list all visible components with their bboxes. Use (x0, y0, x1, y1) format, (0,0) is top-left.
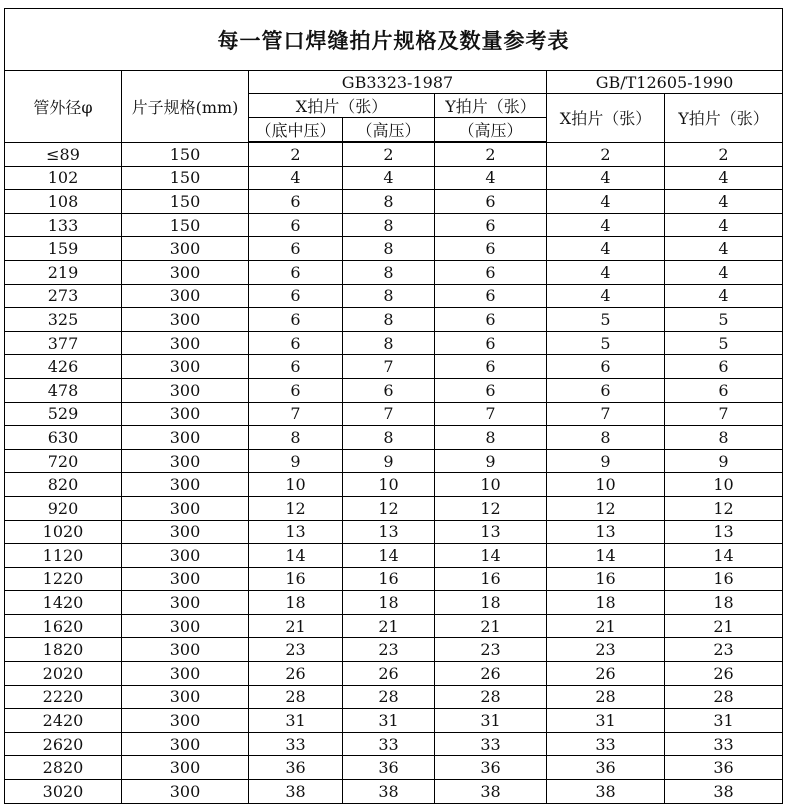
cell-gbt-x: 26 (547, 662, 665, 686)
cell-film-spec: 150 (122, 166, 249, 190)
cell-film-spec: 300 (122, 732, 249, 756)
table-row (5, 473, 783, 497)
cell-gbt-y: 33 (665, 732, 783, 756)
cell-film-spec: 300 (122, 308, 249, 332)
table-row (5, 614, 783, 638)
cell-gb-y-high: 16 (435, 567, 547, 591)
table-row (5, 142, 783, 166)
cell-gb-x-high: 36 (343, 756, 435, 780)
cell-gbt-y: 6 (665, 378, 783, 402)
cell-gb-x-low-mid: 6 (249, 355, 343, 379)
cell-gb-y-high: 6 (435, 308, 547, 332)
cell-gbt-y: 26 (665, 662, 783, 686)
cell-gb-x-low-mid: 4 (249, 166, 343, 190)
header-gb-x-high: （高压） (343, 118, 435, 143)
header-film-spec: 片子规格(mm) (122, 71, 249, 143)
header-gbt-y: Y拍片（张） (665, 94, 783, 143)
cell-diameter: 1420 (5, 591, 122, 615)
cell-gbt-x: 36 (547, 756, 665, 780)
cell-gb-x-high: 8 (343, 190, 435, 214)
cell-gbt-x: 9 (547, 449, 665, 473)
cell-gbt-y: 4 (665, 166, 783, 190)
cell-gb-x-high: 16 (343, 567, 435, 591)
cell-gbt-x: 6 (547, 378, 665, 402)
cell-film-spec: 300 (122, 780, 249, 804)
header-gb-y-high: （高压） (435, 118, 547, 143)
cell-film-spec: 300 (122, 567, 249, 591)
cell-gb-y-high: 6 (435, 284, 547, 308)
cell-diameter: 2020 (5, 662, 122, 686)
cell-diameter: 159 (5, 237, 122, 261)
cell-gb-y-high: 8 (435, 426, 547, 450)
cell-gb-x-high: 6 (343, 378, 435, 402)
cell-film-spec: 300 (122, 426, 249, 450)
cell-gbt-y: 12 (665, 496, 783, 520)
cell-gbt-x: 8 (547, 426, 665, 450)
cell-film-spec: 300 (122, 662, 249, 686)
cell-gb-y-high: 6 (435, 237, 547, 261)
cell-diameter: 920 (5, 496, 122, 520)
cell-gb-x-low-mid: 9 (249, 449, 343, 473)
cell-gb-x-high: 26 (343, 662, 435, 686)
cell-film-spec: 300 (122, 402, 249, 426)
table-row (5, 520, 783, 544)
table-row (5, 355, 783, 379)
cell-gb-x-low-mid: 31 (249, 709, 343, 733)
cell-gb-y-high: 6 (435, 213, 547, 237)
cell-gbt-y: 16 (665, 567, 783, 591)
cell-gb-y-high: 38 (435, 780, 547, 804)
table-row (5, 567, 783, 591)
table-row (5, 685, 783, 709)
cell-film-spec: 300 (122, 591, 249, 615)
cell-gbt-x: 38 (547, 780, 665, 804)
cell-film-spec: 300 (122, 709, 249, 733)
cell-gbt-y: 6 (665, 355, 783, 379)
cell-diameter: 1020 (5, 520, 122, 544)
cell-gb-y-high: 12 (435, 496, 547, 520)
cell-diameter: 478 (5, 378, 122, 402)
cell-gb-x-high: 8 (343, 426, 435, 450)
cell-film-spec: 300 (122, 473, 249, 497)
table-row (5, 496, 783, 520)
cell-film-spec: 300 (122, 496, 249, 520)
cell-gb-x-high: 21 (343, 614, 435, 638)
cell-gbt-y: 21 (665, 614, 783, 638)
table-row (5, 732, 783, 756)
cell-gb-y-high: 2 (435, 142, 547, 166)
cell-gb-y-high: 18 (435, 591, 547, 615)
header-diameter: 管外径φ (5, 71, 122, 143)
cell-diameter: 2420 (5, 709, 122, 733)
cell-gbt-x: 10 (547, 473, 665, 497)
cell-film-spec: 300 (122, 614, 249, 638)
cell-gb-x-high: 12 (343, 496, 435, 520)
cell-gb-y-high: 10 (435, 473, 547, 497)
cell-gbt-x: 5 (547, 331, 665, 355)
cell-gb-x-low-mid: 36 (249, 756, 343, 780)
cell-gb-x-low-mid: 6 (249, 378, 343, 402)
table-row (5, 237, 783, 261)
spreadsheet (4, 8, 782, 804)
table-row (5, 544, 783, 568)
cell-diameter: 325 (5, 308, 122, 332)
cell-gbt-x: 4 (547, 237, 665, 261)
cell-diameter: 102 (5, 166, 122, 190)
table-row (5, 331, 783, 355)
cell-gb-y-high: 6 (435, 331, 547, 355)
cell-gb-x-low-mid: 6 (249, 331, 343, 355)
cell-gbt-y: 13 (665, 520, 783, 544)
cell-diameter: 2820 (5, 756, 122, 780)
cell-gbt-x: 21 (547, 614, 665, 638)
cell-gbt-x: 18 (547, 591, 665, 615)
table-row (5, 591, 783, 615)
table-row (5, 213, 783, 237)
cell-gbt-y: 36 (665, 756, 783, 780)
cell-gb-x-low-mid: 16 (249, 567, 343, 591)
table-row (5, 449, 783, 473)
table-title: 每一管口焊缝拍片规格及数量参考表 (5, 9, 783, 71)
cell-film-spec: 300 (122, 520, 249, 544)
header-gb-standard: GB3323-1987 (249, 71, 547, 94)
cell-gbt-y: 2 (665, 142, 783, 166)
cell-gbt-x: 4 (547, 166, 665, 190)
cell-gbt-y: 8 (665, 426, 783, 450)
cell-gbt-y: 5 (665, 308, 783, 332)
cell-gbt-x: 13 (547, 520, 665, 544)
cell-film-spec: 300 (122, 638, 249, 662)
table-row (5, 638, 783, 662)
cell-gb-x-low-mid: 21 (249, 614, 343, 638)
cell-gbt-y: 10 (665, 473, 783, 497)
cell-film-spec: 300 (122, 260, 249, 284)
cell-film-spec: 300 (122, 756, 249, 780)
cell-diameter: 273 (5, 284, 122, 308)
cell-gb-x-high: 7 (343, 355, 435, 379)
cell-gbt-y: 14 (665, 544, 783, 568)
cell-gb-x-low-mid: 6 (249, 308, 343, 332)
cell-gb-x-high: 33 (343, 732, 435, 756)
film-spec-table (4, 8, 783, 804)
header-gb-x: X拍片（张） (249, 94, 435, 118)
cell-gb-x-high: 9 (343, 449, 435, 473)
cell-gbt-x: 28 (547, 685, 665, 709)
cell-gb-x-low-mid: 26 (249, 662, 343, 686)
cell-diameter: 1120 (5, 544, 122, 568)
cell-diameter: 426 (5, 355, 122, 379)
cell-gb-x-high: 28 (343, 685, 435, 709)
header-gb-y: Y拍片（张） (435, 94, 547, 118)
cell-gb-x-low-mid: 6 (249, 284, 343, 308)
cell-diameter: 1220 (5, 567, 122, 591)
cell-gb-x-low-mid: 2 (249, 142, 343, 166)
cell-diameter: 377 (5, 331, 122, 355)
cell-gbt-y: 4 (665, 190, 783, 214)
cell-gbt-y: 18 (665, 591, 783, 615)
header-gbt-x: X拍片（张） (547, 94, 665, 143)
cell-gb-y-high: 4 (435, 166, 547, 190)
cell-gb-x-high: 18 (343, 591, 435, 615)
cell-gbt-y: 38 (665, 780, 783, 804)
cell-gb-x-low-mid: 38 (249, 780, 343, 804)
cell-gb-y-high: 13 (435, 520, 547, 544)
cell-gb-x-low-mid: 6 (249, 190, 343, 214)
cell-diameter: 108 (5, 190, 122, 214)
cell-diameter: 630 (5, 426, 122, 450)
table-row (5, 426, 783, 450)
cell-gb-x-high: 2 (343, 142, 435, 166)
cell-gb-x-high: 8 (343, 237, 435, 261)
cell-gbt-y: 5 (665, 331, 783, 355)
cell-gb-x-high: 14 (343, 544, 435, 568)
cell-gb-x-low-mid: 6 (249, 213, 343, 237)
table-row (5, 166, 783, 190)
table-row (5, 284, 783, 308)
table-row (5, 190, 783, 214)
cell-diameter: 133 (5, 213, 122, 237)
cell-film-spec: 300 (122, 331, 249, 355)
cell-gb-x-low-mid: 18 (249, 591, 343, 615)
cell-gbt-x: 7 (547, 402, 665, 426)
cell-gb-y-high: 6 (435, 355, 547, 379)
cell-film-spec: 300 (122, 449, 249, 473)
cell-film-spec: 300 (122, 685, 249, 709)
cell-diameter: 2220 (5, 685, 122, 709)
cell-gbt-y: 4 (665, 260, 783, 284)
cell-gbt-x: 4 (547, 190, 665, 214)
cell-gb-x-high: 8 (343, 284, 435, 308)
header-gb-x-low-mid: （底中压） (249, 118, 343, 143)
cell-diameter: 3020 (5, 780, 122, 804)
cell-gbt-x: 6 (547, 355, 665, 379)
cell-gb-x-high: 4 (343, 166, 435, 190)
cell-gbt-x: 12 (547, 496, 665, 520)
cell-gb-y-high: 6 (435, 260, 547, 284)
cell-gb-x-low-mid: 13 (249, 520, 343, 544)
cell-gb-x-low-mid: 12 (249, 496, 343, 520)
cell-gb-x-high: 13 (343, 520, 435, 544)
cell-gb-x-high: 10 (343, 473, 435, 497)
cell-gb-x-low-mid: 6 (249, 260, 343, 284)
table-row (5, 308, 783, 332)
cell-gbt-x: 4 (547, 284, 665, 308)
cell-gb-x-low-mid: 10 (249, 473, 343, 497)
cell-diameter: 1620 (5, 614, 122, 638)
cell-gb-y-high: 9 (435, 449, 547, 473)
cell-film-spec: 150 (122, 190, 249, 214)
table-row (5, 378, 783, 402)
cell-gb-y-high: 36 (435, 756, 547, 780)
cell-gb-y-high: 6 (435, 378, 547, 402)
cell-film-spec: 300 (122, 237, 249, 261)
cell-gb-y-high: 14 (435, 544, 547, 568)
cell-gbt-y: 28 (665, 685, 783, 709)
cell-diameter: 2620 (5, 732, 122, 756)
table-row (5, 780, 783, 804)
cell-gbt-y: 23 (665, 638, 783, 662)
table-row (5, 662, 783, 686)
cell-gb-y-high: 7 (435, 402, 547, 426)
cell-gb-x-high: 8 (343, 260, 435, 284)
cell-gb-y-high: 31 (435, 709, 547, 733)
cell-gbt-y: 4 (665, 213, 783, 237)
cell-gb-x-high: 8 (343, 213, 435, 237)
cell-gb-x-high: 31 (343, 709, 435, 733)
cell-gb-x-high: 8 (343, 308, 435, 332)
table-row (5, 756, 783, 780)
cell-gb-y-high: 26 (435, 662, 547, 686)
cell-gb-x-low-mid: 28 (249, 685, 343, 709)
cell-gbt-x: 5 (547, 308, 665, 332)
cell-gb-x-low-mid: 6 (249, 237, 343, 261)
cell-gb-y-high: 21 (435, 614, 547, 638)
cell-film-spec: 300 (122, 544, 249, 568)
cell-gbt-x: 4 (547, 260, 665, 284)
cell-film-spec: 150 (122, 213, 249, 237)
cell-diameter: ≤89 (5, 142, 122, 166)
cell-gb-x-high: 7 (343, 402, 435, 426)
cell-gb-x-low-mid: 7 (249, 402, 343, 426)
cell-diameter: 1820 (5, 638, 122, 662)
cell-gbt-x: 4 (547, 213, 665, 237)
cell-gb-x-low-mid: 14 (249, 544, 343, 568)
cell-gb-x-high: 23 (343, 638, 435, 662)
cell-gbt-y: 4 (665, 284, 783, 308)
cell-gbt-y: 4 (665, 237, 783, 261)
header-gbt-standard: GB/T12605-1990 (547, 71, 783, 94)
cell-gbt-x: 14 (547, 544, 665, 568)
cell-film-spec: 300 (122, 355, 249, 379)
cell-gb-x-low-mid: 8 (249, 426, 343, 450)
cell-diameter: 720 (5, 449, 122, 473)
cell-gbt-x: 2 (547, 142, 665, 166)
cell-diameter: 529 (5, 402, 122, 426)
cell-gbt-y: 9 (665, 449, 783, 473)
cell-film-spec: 300 (122, 378, 249, 402)
cell-gbt-y: 31 (665, 709, 783, 733)
cell-gb-x-low-mid: 33 (249, 732, 343, 756)
cell-diameter: 219 (5, 260, 122, 284)
cell-diameter: 820 (5, 473, 122, 497)
cell-gb-x-high: 8 (343, 331, 435, 355)
cell-gbt-y: 7 (665, 402, 783, 426)
cell-gb-y-high: 28 (435, 685, 547, 709)
cell-gb-y-high: 6 (435, 190, 547, 214)
cell-gbt-x: 16 (547, 567, 665, 591)
cell-gbt-x: 33 (547, 732, 665, 756)
cell-gb-x-high: 38 (343, 780, 435, 804)
cell-gb-x-low-mid: 23 (249, 638, 343, 662)
cell-gb-y-high: 33 (435, 732, 547, 756)
table-row (5, 260, 783, 284)
cell-film-spec: 150 (122, 142, 249, 166)
table-row (5, 402, 783, 426)
cell-gbt-x: 31 (547, 709, 665, 733)
cell-film-spec: 300 (122, 284, 249, 308)
cell-gbt-x: 23 (547, 638, 665, 662)
table-row (5, 709, 783, 733)
cell-gb-y-high: 23 (435, 638, 547, 662)
